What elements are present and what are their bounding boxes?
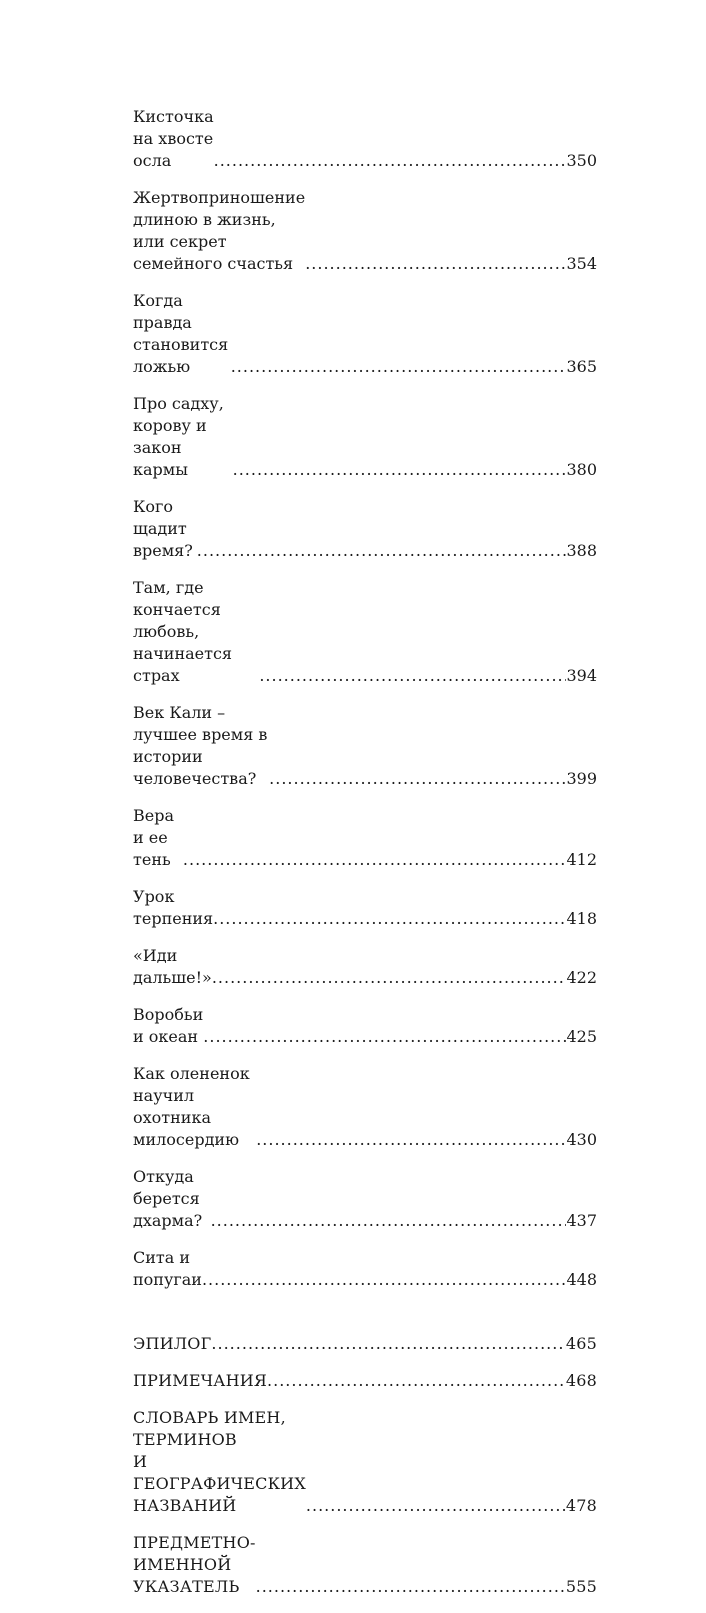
toc-entry[interactable] xyxy=(133,1247,597,1291)
toc-entry-page: 350 xyxy=(566,151,597,170)
dot-leader xyxy=(202,1269,567,1291)
toc-entry-page: 465 xyxy=(565,1334,597,1353)
toc-entry[interactable] xyxy=(133,1166,597,1232)
toc-entry-title: Там, где кончается любовь, начинается страх xyxy=(133,578,233,685)
dot-leader xyxy=(231,356,567,378)
dot-leader xyxy=(305,253,566,275)
toc-entry-page: 388 xyxy=(566,541,597,560)
toc-entry-page: 478 xyxy=(565,1496,597,1515)
toc-entry-page: 365 xyxy=(566,357,597,376)
dot-leader xyxy=(203,1026,566,1048)
toc-entry-page: 468 xyxy=(565,1371,597,1390)
toc-entry[interactable] xyxy=(133,945,597,989)
toc-entry-notes[interactable] xyxy=(133,1370,597,1392)
toc-entry-page: 412 xyxy=(566,850,597,869)
toc-entry-page: 354 xyxy=(566,254,597,273)
dot-leader xyxy=(269,768,566,790)
dot-leader xyxy=(214,150,567,172)
toc-entry-glossary[interactable] xyxy=(133,1407,597,1517)
dot-leader xyxy=(233,459,567,481)
toc-entry[interactable] xyxy=(133,393,597,481)
toc-entry[interactable] xyxy=(133,290,597,378)
dot-leader xyxy=(267,1370,566,1392)
toc-entry-title: «Иди дальше!» xyxy=(133,946,212,987)
toc-entry-title: Урок терпения xyxy=(133,887,214,928)
toc-entry-title: Вера и ее тень xyxy=(133,806,175,869)
toc-entry-page: 448 xyxy=(566,1270,597,1289)
toc-entry[interactable] xyxy=(133,1063,597,1151)
dot-leader xyxy=(197,540,567,562)
toc-entry-page: 430 xyxy=(566,1130,597,1149)
dot-leader xyxy=(256,1129,566,1151)
toc-entry-title: Воробьи и океан xyxy=(133,1005,204,1046)
toc-entry-epilogue[interactable] xyxy=(133,1333,597,1355)
dot-leader xyxy=(256,1576,566,1598)
toc-entry-page: 437 xyxy=(566,1211,597,1230)
dot-leader xyxy=(211,1333,565,1355)
toc-entry-page: 425 xyxy=(566,1027,597,1046)
toc-entry-title: ПРЕДМЕТНО-ИМЕННОЙ УКАЗАТЕЛЬ xyxy=(133,1533,256,1596)
toc-entry[interactable] xyxy=(133,496,597,562)
table-of-contents xyxy=(133,106,597,1613)
toc-entry-page: 380 xyxy=(566,460,597,479)
dot-leader xyxy=(306,1495,566,1517)
section-spacer xyxy=(133,1306,597,1333)
toc-entry-page: 418 xyxy=(566,909,597,928)
dot-leader xyxy=(211,1210,567,1232)
dot-leader xyxy=(183,849,567,871)
toc-entry-title: Как олененок научил охотника милосердию xyxy=(133,1064,250,1149)
toc-entry[interactable] xyxy=(133,805,597,871)
toc-entry[interactable] xyxy=(133,106,597,172)
toc-entry-title: Век Кали – лучшее время в истории человечества? xyxy=(133,703,268,788)
toc-entry[interactable] xyxy=(133,1004,597,1048)
toc-entry[interactable] xyxy=(133,886,597,930)
toc-entry-title: Когда правда становится ложью xyxy=(133,291,229,376)
toc-entry[interactable] xyxy=(133,702,597,790)
toc-entry[interactable] xyxy=(133,577,597,687)
toc-entry-page: 394 xyxy=(566,666,597,685)
toc-entry-index[interactable] xyxy=(133,1532,597,1598)
toc-entry-title: ЭПИЛОГ xyxy=(133,1334,212,1353)
toc-entry-title: Жертвоприношение длиною в жизнь, или секрет семейного счастья xyxy=(133,188,306,273)
toc-entry-title: СЛОВАРЬ ИМЕН, ТЕРМИНОВ И ГЕОГРАФИЧЕСКИХ НАЗВАНИЙ xyxy=(133,1408,306,1515)
toc-entry-title: Откуда берется дхарма? xyxy=(133,1167,203,1230)
toc-entry[interactable] xyxy=(133,187,597,275)
toc-entry-title: Кого щадит время? xyxy=(133,497,193,560)
dot-leader xyxy=(213,908,566,930)
dot-leader xyxy=(259,665,566,687)
toc-entry-title: Сита и попугаи xyxy=(133,1248,202,1289)
toc-entry-page: 399 xyxy=(566,769,597,788)
toc-entry-title: ПРИМЕЧАНИЯ xyxy=(133,1371,268,1390)
toc-entry-title: Про садху, корову и закон кармы xyxy=(133,394,224,479)
toc-entry-page: 555 xyxy=(565,1577,597,1596)
toc-entry-page: 422 xyxy=(566,968,597,987)
toc-entry-title: Кисточка на хвосте осла xyxy=(133,107,214,170)
dot-leader xyxy=(212,967,567,989)
